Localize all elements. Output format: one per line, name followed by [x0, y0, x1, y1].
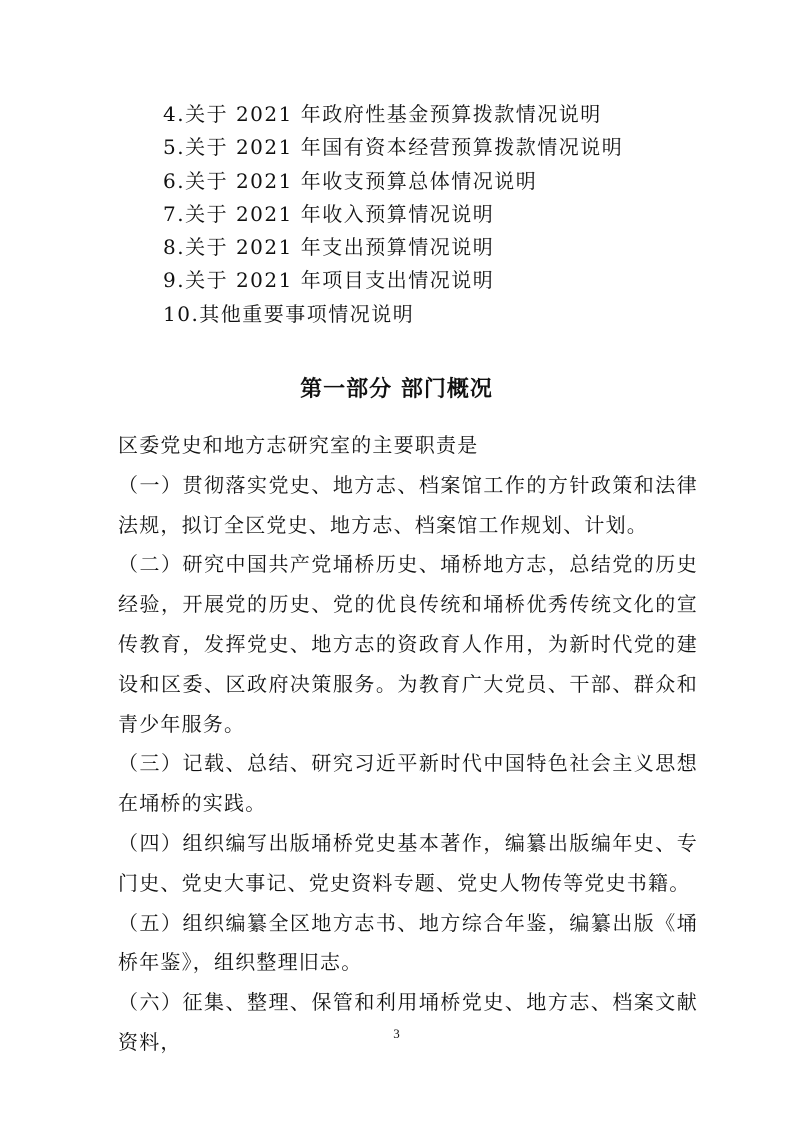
duty-paragraph-3: （三）记载、总结、研究习近平新时代中国特色社会主义思想在埇桥的实践。 [118, 751, 698, 816]
toc-item-10: 10.其他重要事项情况说明 [163, 301, 415, 326]
table-of-contents-list [163, 98, 623, 331]
page-number: 3 [393, 1026, 400, 1041]
body-text [118, 426, 698, 1063]
section-title: 第一部分 部门概况 [300, 377, 493, 402]
toc-item-4: 4.关于 2021 年政府性基金预算拨款情况说明 [163, 102, 602, 126]
duty-paragraph-5: （五）组织编纂全区地方志书、地方综合年鉴，编纂出版《埇桥年鉴》，组织整理旧志。 [118, 910, 698, 975]
toc-item-9: 9.关于 2021 年项目支出情况说明 [163, 268, 495, 293]
toc-item-8: 8.关于 2021 年支出预算情况说明 [163, 235, 495, 260]
duty-paragraph-1: （一）贯彻落实党史、地方志、档案馆工作的方针政策和法律法规，拟订全区党史、地方志、档案馆工作规划、计划。 [118, 472, 698, 537]
duty-paragraph-2: （二）研究中国共产党埇桥历史、埇桥地方志，总结党的历史经验，开展党的历史、党的优良传统和埇桥优秀传统文化的宣传教育，发挥党史、地方志的资政育人作用，为新时代党的建设和区委、区政府决策服务。为教育广大党员、干部、群众和青少年服务。 [118, 552, 698, 736]
toc-item-7: 7.关于 2021 年收入预算情况说明 [163, 201, 495, 226]
toc-item-6: 6.关于 2021 年收支预算总体情况说明 [163, 168, 538, 193]
duty-paragraph-4: （四）组织编写出版埇桥党史基本著作，编纂出版编年史、专门史、党史大事记、党史资料专题、党史人物传等党史书籍。 [118, 830, 698, 895]
duty-paragraph-6: （六）征集、整理、保管和利用埇桥党史、地方志、档案文献资料， [118, 990, 698, 1054]
intro-paragraph: 区委党史和地方志研究室的主要职责是 [118, 433, 479, 457]
toc-item-5: 5.关于 2021 年国有资本经营预算拨款情况说明 [163, 135, 624, 160]
